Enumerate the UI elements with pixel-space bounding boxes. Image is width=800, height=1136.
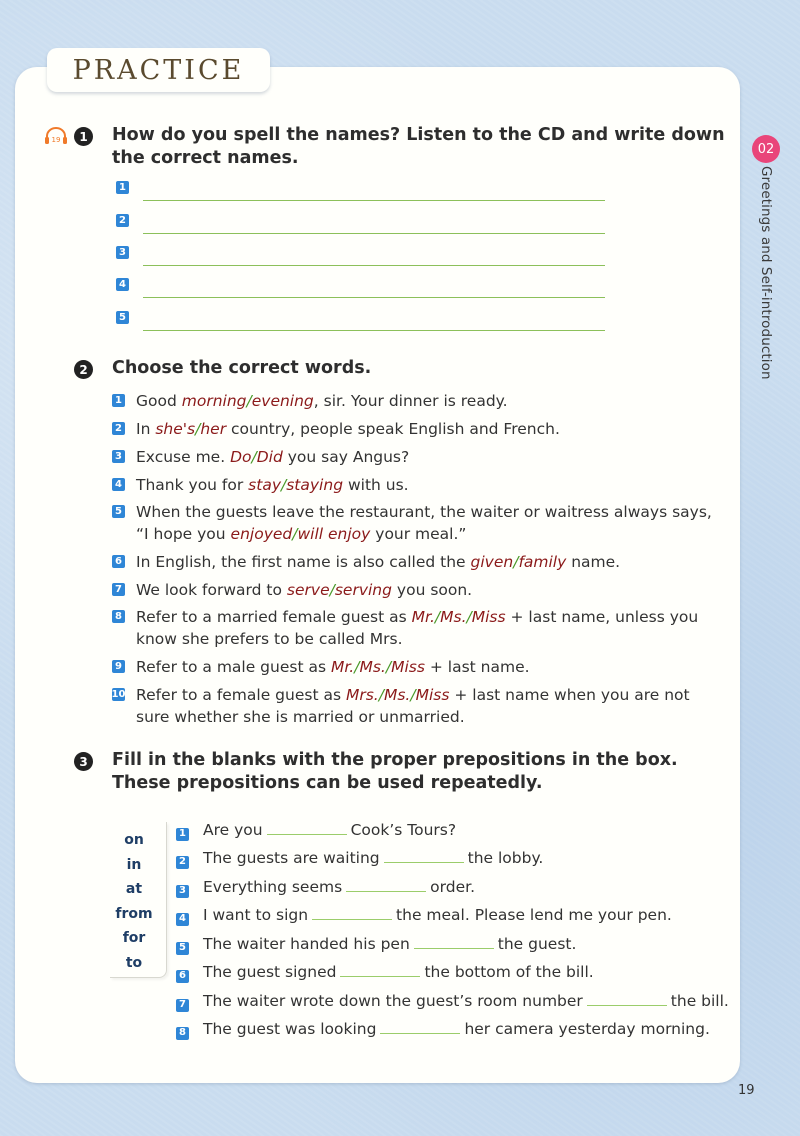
item-number: 2 [176,856,189,869]
choice-item [112,501,722,545]
fill-item [176,905,672,925]
fill-item [176,962,594,982]
fill-item [176,991,729,1011]
word-option[interactable]: evening [251,392,314,410]
word-option[interactable]: will enjoy [297,525,371,543]
option-separator: / [246,392,252,410]
fill-item [176,848,543,868]
word-option[interactable]: enjoyed [230,525,293,543]
answer-line[interactable] [143,233,605,234]
choice-item [112,551,722,573]
word-option[interactable]: Ms. [359,658,386,676]
word-option[interactable]: Ms. [383,686,411,704]
answer-line[interactable] [143,200,605,201]
sentence-after: the bill. [670,992,729,1010]
choice-item [112,684,722,728]
choice-item [112,656,722,678]
fill-blank[interactable] [380,1019,460,1034]
chapter-title: Greetings and Self-introduction [758,166,774,380]
exercise-3-title-line2: These prepositions can be used repeatedly. [112,773,543,793]
sentence-after: + last name, unless you know she prefers to be called Mrs. [136,608,699,648]
fill-blank[interactable] [414,934,494,949]
option-separator: / [281,476,287,494]
item-number: 8 [112,610,125,623]
fill-blank[interactable] [384,848,464,863]
option-separator: / [466,608,472,626]
choice-sentence [136,684,722,728]
choice-sentence [136,446,722,468]
word-box-item: to [125,955,143,971]
item-number: 10 [111,688,126,700]
answer-line[interactable] [143,265,605,266]
sentence-after: the guest. [497,935,577,953]
option-separator: / [410,686,416,704]
word-box-item: in [126,857,142,873]
sentence-after: your meal.” [370,525,467,543]
exercise-1-title [112,124,725,170]
answer-row [116,181,606,211]
choice-sentence [136,551,722,573]
option-separator: / [329,581,335,599]
answer-row [116,246,606,276]
item-number: 5 [112,505,125,518]
word-option[interactable]: Mr. [411,608,435,626]
choice-sentence [136,501,722,545]
choice-sentence [136,656,722,678]
item-number: 1 [112,394,125,407]
answer-line[interactable] [143,330,605,331]
word-option[interactable]: Do [230,448,252,466]
answer-row [116,214,606,244]
exercise-3-number: 3 [74,752,93,771]
choice-sentence [136,474,722,496]
sentence-before: The waiter handed his pen [203,935,410,953]
item-number: 3 [116,246,129,259]
sentence-after: order. [430,878,476,896]
sentence-after: with us. [343,476,409,494]
word-option[interactable]: Miss [391,658,425,676]
choice-sentence [136,390,722,412]
word-option[interactable]: given [470,553,514,571]
sentence-before: The guest signed [203,963,337,981]
exercise-3-title [112,749,678,795]
fill-item [176,1019,710,1039]
choice-item [112,606,722,650]
exercise-1-number: 1 [74,127,93,146]
sentence-after: the meal. Please lend me your pen. [396,906,672,924]
sentence-before: Everything seems [203,878,343,896]
item-number: 8 [176,1027,189,1040]
sentence-after: the bottom of the bill. [424,963,594,981]
page-number: 19 [738,1083,755,1098]
word-option[interactable]: serving [334,581,392,599]
sentence-before: When the guests leave the restaurant, the waiter or waitress always says, “I hope you [136,503,712,543]
word-box-item: at [125,881,143,897]
item-number: 3 [176,885,189,898]
sentence-before: The guest was looking [203,1020,377,1038]
sentence-after: + last name when you are not sure whether she is married or unmarried. [136,686,690,726]
item-number: 4 [112,478,125,491]
option-separator: / [513,553,519,571]
word-option[interactable]: she's [155,420,196,438]
chapter-badge: 02 [752,135,780,163]
exercise-3-title-line1: Fill in the blanks with the proper prepositions in the box. [112,750,678,770]
sentence-after: Cook’s Tours? [350,821,457,839]
sentence-after: the lobby. [467,849,544,867]
word-box-item: on [124,832,144,848]
sentence-after: + last name. [424,658,530,676]
item-number: 7 [176,999,189,1012]
item-number: 9 [112,660,125,673]
choice-sentence [136,606,722,650]
choice-item [112,390,722,412]
item-number: 7 [112,583,125,596]
word-box-item: for [122,930,146,946]
sentence-after: you soon. [391,581,473,599]
sentence-after: you say Angus? [282,448,410,466]
fill-blank[interactable] [346,877,426,892]
option-separator: / [251,448,257,466]
option-separator: / [195,420,201,438]
item-number: 6 [176,970,189,983]
sentence-before: Good [136,392,182,410]
item-number: 1 [116,181,129,194]
option-separator: / [354,658,360,676]
item-number: 6 [112,555,125,568]
choice-sentence [136,579,722,601]
exercise-1-title-line2: the correct names. [112,148,299,168]
sentence-before: In English, the first name is also called the [136,553,471,571]
sentence-before: In [136,420,156,438]
option-separator: / [385,658,392,676]
word-option[interactable]: Ms. [440,608,467,626]
item-number: 1 [176,828,189,841]
word-option[interactable]: Mrs. [345,686,379,704]
exercise-2-number: 2 [74,360,93,379]
word-option[interactable]: her [200,420,227,438]
answer-row [116,311,606,341]
word-option[interactable]: staying [286,476,344,494]
headphones-audio-icon[interactable] [44,127,68,145]
sentence-before: The waiter wrote down the guest’s room number [203,992,583,1010]
fill-blank[interactable] [267,820,347,835]
sentence-before: Thank you for [136,476,249,494]
choice-item [112,446,722,468]
sentence-after: name. [566,553,621,571]
choice-item [112,474,722,496]
sentence-after: her camera yesterday morning. [464,1020,710,1038]
sentence-before: The guests are waiting [203,849,380,867]
choice-sentence [136,418,722,440]
fill-blank[interactable] [587,991,667,1006]
exercise-2-title: Choose the correct words. [112,358,372,378]
item-number: 2 [116,214,129,227]
fill-item [176,877,475,897]
item-number: 5 [116,311,129,324]
word-option[interactable]: serve [286,581,330,599]
preposition-word-box [110,822,167,978]
sentence-before: Refer to a male guest as [136,658,331,676]
sentence-before: Refer to a female guest as [136,686,346,704]
sentence-after: , sir. Your dinner is ready. [313,392,508,410]
item-number: 4 [116,278,129,291]
word-option[interactable]: Miss [415,686,450,704]
item-number: 4 [176,913,189,926]
word-option[interactable]: family [518,553,567,571]
answer-line[interactable] [143,297,605,298]
section-title: PRACTICE [47,48,270,92]
fill-item [176,934,576,954]
fill-blank[interactable] [340,962,420,977]
sentence-before: We look forward to [136,581,287,599]
item-number: 5 [176,942,189,955]
word-option[interactable]: Miss [471,608,506,626]
word-option[interactable]: Mr. [330,658,355,676]
sentence-before: Are you [203,821,263,839]
choice-item [112,418,722,440]
audio-track-number: 19 [51,136,61,144]
sentence-before: Refer to a married female guest as [136,608,412,626]
word-option[interactable]: Did [256,448,283,466]
answer-row [116,278,606,308]
word-option[interactable]: stay [248,476,281,494]
word-option[interactable]: morning [181,392,247,410]
fill-blank[interactable] [312,905,392,920]
item-number: 2 [112,422,125,435]
option-separator: / [292,525,298,543]
choice-item [112,579,722,601]
sentence-before: I want to sign [203,906,309,924]
option-separator: / [434,608,441,626]
fill-item [176,820,456,840]
sentence-before: Excuse me. [136,448,231,466]
item-number: 3 [112,450,125,463]
exercise-1-title-line1: How do you spell the names? Listen to the CD and write down [112,125,725,145]
option-separator: / [378,686,384,704]
word-box-item: from [115,906,153,922]
sentence-after: country, people speak English and French. [226,420,560,438]
